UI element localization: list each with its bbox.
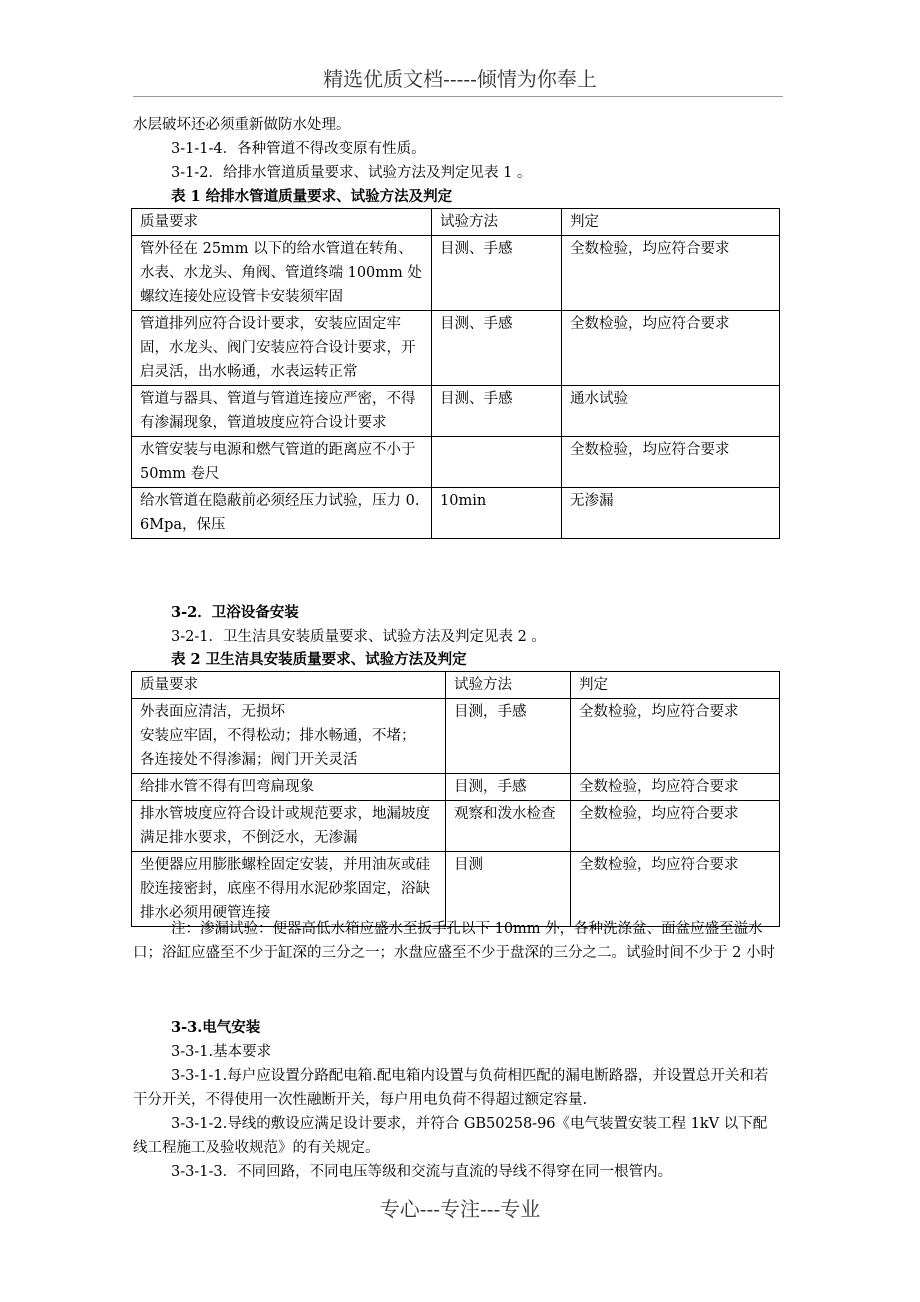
paragraph-3-3-1-1: 3-3-1-1.每户应设置分路配电箱.配电箱内设置与负荷相匹配的漏电断路器，并设置总开关和若干分开关，不得使用一次性融断开关，每户用电负荷不得超过额定容量. (133, 1068, 769, 1108)
cell-line: 外表面应清洁，无损坏 (140, 704, 285, 720)
table-header-cell: 试验方法 (432, 209, 562, 236)
table-row (132, 852, 780, 927)
table-row (132, 488, 780, 539)
table-cell: 观察和泼水检查 (446, 801, 571, 852)
table-cell: 全数检验，均应符合要求 (562, 236, 780, 311)
table-header-row (132, 209, 780, 236)
table-cell (132, 699, 446, 774)
table-cell: 全数检验，均应符合要求 (562, 311, 780, 386)
table-row (132, 801, 780, 852)
header-rule (133, 96, 783, 97)
table-cell: 全数检验，均应符合要求 (571, 774, 780, 801)
table-cell: 全数检验，均应符合要求 (571, 699, 780, 774)
table-cell: 坐便器应用膨胀螺栓固定安装，并用油灰或硅胶连接密封，底座不得用水泥砂浆固定，浴缺排水必须用硬管连接 (132, 852, 446, 927)
page-header: 精选优质文档-----倾情为你奉上 (323, 67, 597, 91)
table-header-cell: 判定 (571, 672, 780, 699)
table1 (131, 208, 780, 539)
paragraph-3-3-1: 3-3-1.基本要求 (171, 1044, 272, 1060)
table1-caption: 表 1 给排水管道质量要求、试验方法及判定 (171, 188, 453, 205)
table-cell: 排水管坡度应符合设计或规范要求，地漏坡度满足排水要求，不倒泛水，无渗漏 (132, 801, 446, 852)
table-cell: 通水试验 (562, 386, 780, 437)
table-cell: 目测 (446, 852, 571, 927)
page-footer: 专心---专注---专业 (379, 1197, 541, 1221)
table-cell: 管道排列应符合设计要求，安装应固定牢固，水龙头、阀门安装应符合设计要求，开启灵活，出水畅通，水表运转正常 (132, 311, 432, 386)
table-cell: 无渗漏 (562, 488, 780, 539)
table-row (132, 236, 780, 311)
table2 (131, 671, 780, 927)
table-cell: 管外径在 25mm 以下的给水管道在转角、水表、水龙头、角阀、管道终端 100mm 处螺纹连接处应设管卡安装须牢固 (132, 236, 432, 311)
table-cell: 给水管道在隐蔽前必须经压力试验，压力 0.6Mpa，保压 (132, 488, 432, 539)
cell-line: 安装应牢固，不得松动；排水畅通，不堵； (140, 728, 416, 744)
table-row (132, 437, 780, 488)
table-cell: 目测、手感 (432, 236, 562, 311)
table-cell: 全数检验，均应符合要求 (571, 852, 780, 927)
table-cell: 全数检验，均应符合要求 (562, 437, 780, 488)
paragraph-continuation: 水层破坏还必须重新做防水处理。 (133, 117, 351, 133)
table-cell: 全数检验，均应符合要求 (571, 801, 780, 852)
table-row (132, 386, 780, 437)
table-cell: 目测、手感 (432, 311, 562, 386)
table2-caption: 表 2 卫生洁具安装质量要求、试验方法及判定 (171, 651, 467, 668)
section-heading-3-2: 3-2．卫浴设备安装 (171, 604, 299, 621)
table-header-cell: 试验方法 (446, 672, 571, 699)
table-header-row (132, 672, 780, 699)
paragraph-3-3-1-2: 3-3-1-2.导线的敷设应满足设计要求，并符合 GB50258-96《电气装置安装工程 1kV 以下配线工程施工及验收规范》的有关规定。 (133, 1116, 768, 1156)
paragraph-3-2-1: 3-2-1．卫生洁具安装质量要求、试验方法及判定见表 2 。 (171, 629, 546, 645)
table-cell: 目测，手感 (446, 699, 571, 774)
table-header-cell: 质量要求 (132, 209, 432, 236)
table-cell: 10min (432, 488, 562, 539)
paragraph-3-1-1-4: 3-1-1-4．各种管道不得改变原有性质。 (171, 141, 426, 157)
section-heading-3-3: 3-3.电气安装 (171, 1019, 261, 1036)
table-cell (432, 437, 562, 488)
table-cell: 水管安装与电源和燃气管道的距离应不小于 50mm 卷尺 (132, 437, 432, 488)
paragraph-3-3-1-3: 3-3-1-3．不同回路，不同电压等级和交流与直流的导线不得穿在同一根管内。 (171, 1164, 673, 1180)
table-header-cell: 质量要求 (132, 672, 446, 699)
table-cell: 给排水管不得有凹弯扁现象 (132, 774, 446, 801)
table-cell: 目测，手感 (446, 774, 571, 801)
paragraph-3-1-2: 3-1-2．给排水管道质量要求、试验方法及判定见表 1 。 (171, 165, 532, 181)
table-cell: 目测、手感 (432, 386, 562, 437)
table-cell: 管道与器具、管道与管道连接应严密，不得有渗漏现象，管道坡度应符合设计要求 (132, 386, 432, 437)
table-row (132, 311, 780, 386)
table-row (132, 774, 780, 801)
table2-note: 注：渗漏试验：便器高低水箱应盛水至扳手孔以下 10mm 外，各种洗涤盆、面盆应盛至溢水口；浴缸应盛至不少于缸深的三分之一；水盘应盛至不少于盘深的三分之二。试验时间不少于 2 小时 (133, 921, 775, 961)
table-row (132, 699, 780, 774)
cell-line: 各连接处不得渗漏；阀门开关灵活 (140, 752, 358, 768)
table-header-cell: 判定 (562, 209, 780, 236)
